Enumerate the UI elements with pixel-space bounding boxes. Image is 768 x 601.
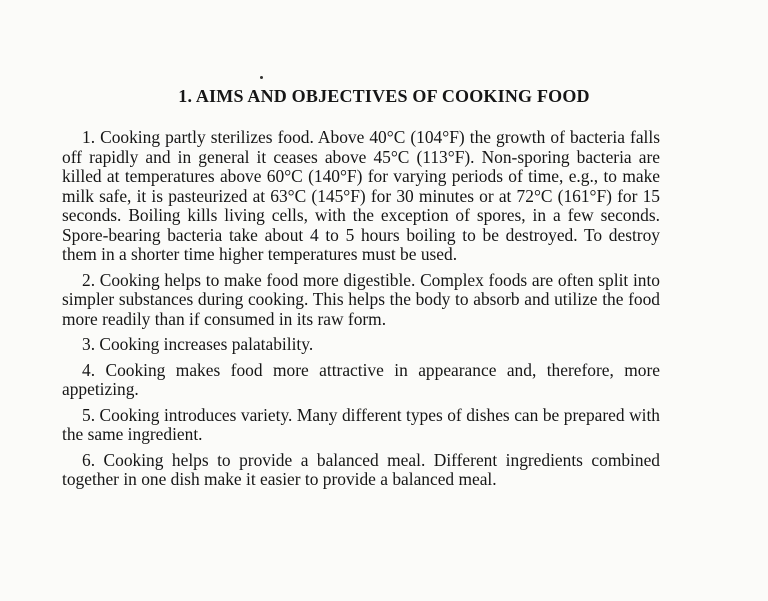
paragraph-balanced-meal: 6. Cooking helps to provide a balanced meal. Different ingredients combined together in one dish make it easier to provide a balanced meal. (62, 449, 660, 489)
ink-speck (260, 76, 263, 79)
paragraph-palatability: 3. Cooking increases palatability. (82, 334, 314, 354)
paragraph-appearance: 4. Cooking makes food more attractive in appearance and, therefore, more appetizing. (62, 359, 660, 399)
paragraph-variety: 5. Cooking introduces variety. Many different types of dishes can be prepared with the same ingredient. (62, 404, 660, 444)
paragraph-sterilization: 1. Cooking partly sterilizes food. Above 40°C (104°F) the growth of bacteria falls off rapidly and in general it ceases above 45°C (113°F). Non-sporing bacteria are killed at temperatures above 60°C (140°F) for varying periods of time, e.g., to make milk safe, it is pasteurized at 63°C (145°F) for 30 minutes or at 72°C (161°F) for 15 seconds. Boiling kills living cells, with the exception of spores, in a few seconds. Spore-bearing bacteria take about 4 to 5 hours boiling to be destroyed. To destroy them in a shorter time higher temperatures must be used. (62, 127, 660, 264)
section-heading: 1. AIMS AND OBJECTIVES OF COOKING FOOD (178, 86, 590, 106)
body-text (62, 128, 660, 496)
paragraph-digestibility: 2. Cooking helps to make food more digestible. Complex foods are often split into simpler substances during cooking. This helps the body to absorb and utilize the food more readily than if consumed in its raw form. (62, 269, 660, 329)
